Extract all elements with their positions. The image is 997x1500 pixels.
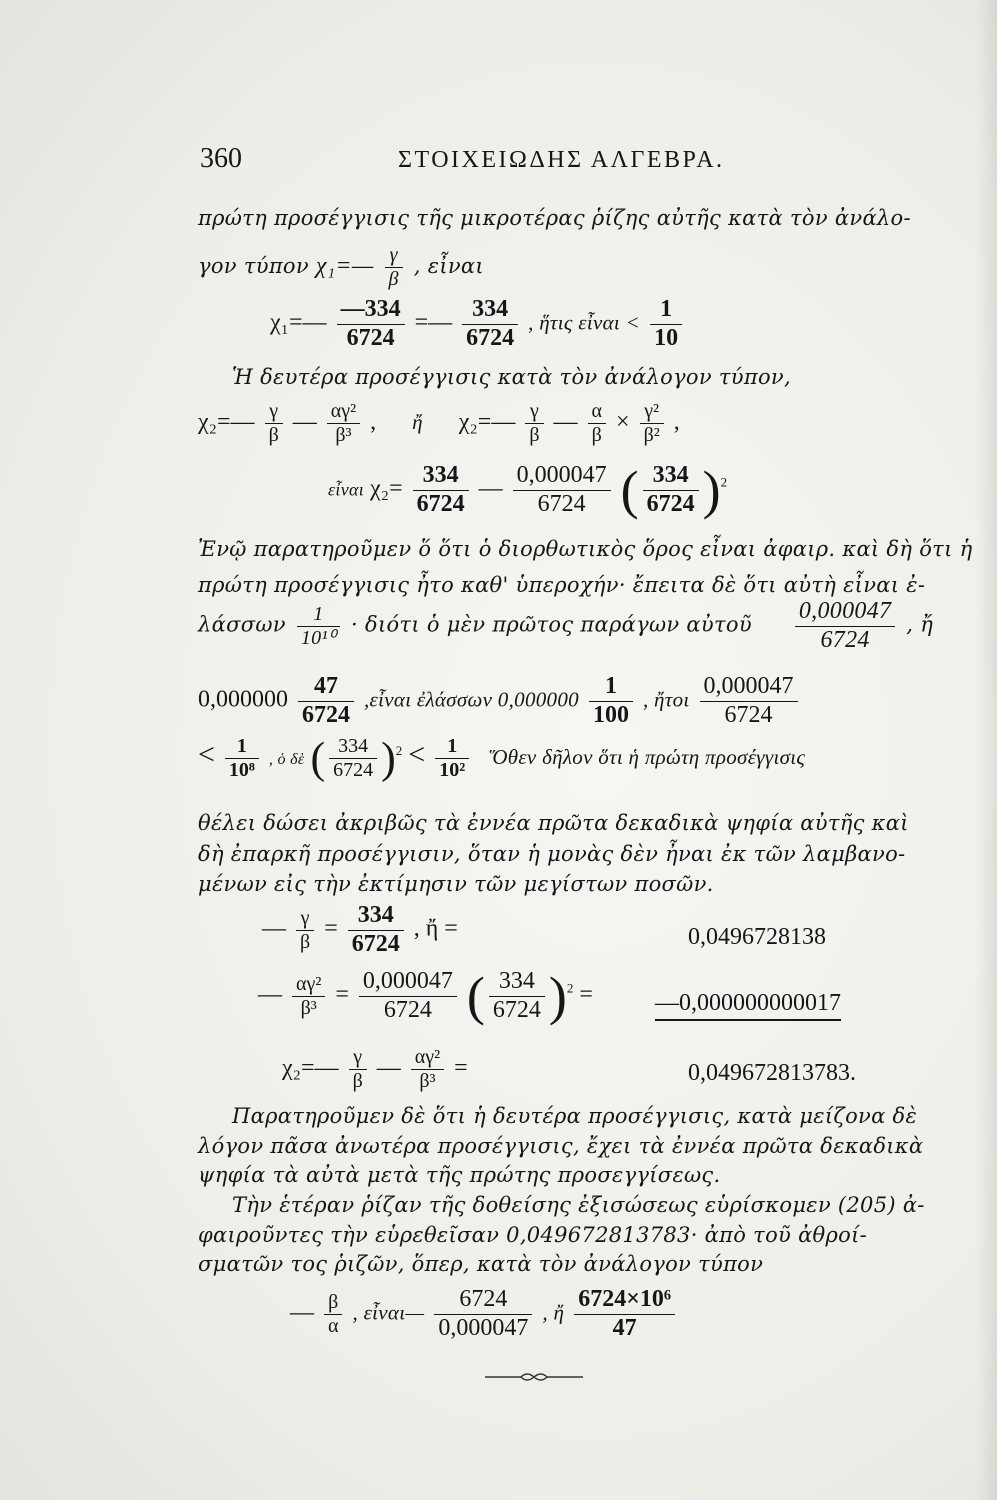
fraction: $\frac{0,000047}{6724}$ xyxy=(359,968,457,1024)
final-equation: — $\frac{\beta}{\alpha}$ , εἶναι— $\frac{6724}{0,000047}$ , ἤ $\frac{\text{6724×10⁶}}{47}$ xyxy=(290,1286,679,1342)
text-line: 0,000000 $\frac{47}{6724}$ ,εἶναι ἐλάσσων 0,000000 $\frac{1}{100}$ , ἤτοι $\frac{0,000047}{6724}$ xyxy=(198,673,802,729)
text-line: Ἡ δευτέρα προσέγγισις κατὰ τὸν ἀνάλογον τύπον, xyxy=(232,365,791,389)
fraction: $\frac{47}{6724}$ xyxy=(298,673,354,729)
equation-1: χ₁=— $\frac{—334}{6724}$ =— $\frac{334}{6724}$ , ἥτις εἶναι < $\frac{1}{10}$ xyxy=(270,296,686,352)
fraction: $\frac{\gamma}{\beta}$ xyxy=(265,400,283,447)
page-number: 360 xyxy=(200,143,242,174)
text-line: πρώτη προσέγγισις τῆς μικροτέρας ῥίζης αὐτῆς κατὰ τὸν ἀνάλο- xyxy=(198,206,911,230)
text-line: σματῶν τος ῥιζῶν, ὅπερ, κατὰ τὸν ἀνάλογον τύπον xyxy=(198,1252,764,1276)
fraction: $\frac{334}{6724}$ xyxy=(413,462,469,518)
ornamental-rule-icon xyxy=(485,1371,583,1383)
text-line: θέλει δώσει ἀκριβῶς τὰ ἐννέα πρῶτα δεκαδικὰ ψηφία αὐτῆς καὶ xyxy=(198,811,909,835)
text-line: μένων εἰς τὴν ἐκτίμησιν τῶν μεγίστων ποσῶν. xyxy=(198,872,714,896)
fraction: $\frac{334}{6724}$ xyxy=(348,902,404,958)
fraction: $\frac{1}{\text{10²}}$ xyxy=(435,735,469,782)
fraction: $\frac{—334}{6724}$ xyxy=(337,296,405,352)
fraction: $\frac{334}{6724}$ xyxy=(489,968,545,1024)
text-line: πρώτη προσέγγισις ἦτο καθ' ὑπεροχήν· ἔπειτα δὲ ὅτι αὐτὴ εἶναι ἐ- xyxy=(198,573,926,597)
fraction: $\frac{334}{6724}$ xyxy=(643,462,699,518)
text-line xyxy=(198,244,484,291)
fraction: $\frac{\alpha}{\beta}$ xyxy=(588,400,606,447)
fraction: $\frac{\text{αγ²}}{\text{β³}}$ xyxy=(327,400,360,447)
fraction: $\frac{\beta}{\alpha}$ xyxy=(324,1291,342,1338)
fraction: $\frac{\text{αγ²}}{\text{β³}}$ xyxy=(292,973,325,1020)
fraction: $\frac{\gamma}{\beta}$ xyxy=(385,244,403,291)
fraction: $\frac{0,000047}{6724}$ xyxy=(795,598,895,654)
text-line: φαιροῦντες τὴν εὑρεθεῖσαν 0,049672813783· ἀπὸ τοῦ ἀθροί- xyxy=(198,1223,868,1247)
running-title: ΣΤΟΙΧΕΙΩΔΗΣ ΑΛΓΕΒΡΑ. xyxy=(398,147,725,173)
page-edge-shadow xyxy=(975,0,997,1500)
summary-val-2: —0,000000000017 xyxy=(655,990,841,1021)
fraction: $\frac{\gamma}{\beta}$ xyxy=(296,907,314,954)
text-line: Παρατηροῦμεν δὲ ὅτι ἡ δευτέρα προσέγγισις, κατὰ μείζονα δὲ xyxy=(232,1104,918,1128)
text-line: δὴ ἐπαρκῆ προσέγγισιν, ὅταν ἡ μονὰς δὲν ἦναι ἐκ τῶν λαμβανο- xyxy=(198,842,906,866)
fraction: $\frac{\gamma}{\beta}$ xyxy=(525,400,543,447)
text-line: λόγον πᾶσα ἀνωτέρα προσέγγισις, ἔχει τὰ ἐννέα πρῶτα δεκαδικὰ xyxy=(198,1134,924,1158)
fraction: $\frac{334}{6724}$ xyxy=(462,296,518,352)
equation-2: χ₂=— $\frac{\gamma}{\beta}$ — $\frac{\text{αγ²}}{\text{β³}}$ , ἤ χ₂=— $\frac{\gamma}{\beta}$ — $\frac{\alpha}{\beta}$ × $\frac{\text{γ²}}{\text{β²}}$ , xyxy=(198,400,680,446)
summary-eq-1: — $\frac{\gamma}{\beta}$ = $\frac{334}{6724}$ , ἤ = xyxy=(262,902,458,957)
equation-3: εἶναι χ₂= $\frac{334}{6724}$ — $\frac{0,000047}{6724}$ ( $\frac{334}{6724}$ )$^2$ xyxy=(328,460,728,521)
fraction: $\frac{334}{6724}$ xyxy=(329,735,377,782)
fraction: $\frac{\text{γ²}}{\text{β²}}$ xyxy=(640,400,664,447)
summary-val-3: 0,049672813783. xyxy=(688,1060,856,1086)
summary-eq-3: χ₂=— $\frac{\gamma}{\beta}$ — $\frac{\text{αγ²}}{\text{β³}}$ = xyxy=(282,1046,468,1092)
fraction: $\frac{\text{αγ²}}{\text{β³}}$ xyxy=(411,1046,444,1093)
fraction: $\frac{0,000047}{6724}$ xyxy=(513,462,611,518)
text-span: γον τύπον xyxy=(198,254,309,278)
fraction: $\frac{\text{6724×10⁶}}{47}$ xyxy=(574,1286,675,1342)
text-span: , εἶναι xyxy=(413,254,484,278)
fraction: $\frac{1}{10}$ xyxy=(650,296,682,352)
text-line: < $\frac{1}{\text{10⁸}}$ , ὁ δὲ ( $\frac{334}{6724}$ )$^2$ < $\frac{1}{\text{10²}}$ Ὅθεν δῆλον ὅτι ἡ πρώτη προσέγγισις xyxy=(198,733,806,783)
fraction: $\frac{6724}{0,000047}$ xyxy=(434,1286,532,1342)
fraction: $\frac{1}{\text{10¹⁰}}$ xyxy=(297,603,340,650)
formula-span: χ₁=— xyxy=(315,253,374,279)
fraction: $\frac{\gamma}{\beta}$ xyxy=(349,1046,367,1093)
text-line: λάσσων $\frac{1}{\text{10¹⁰}}$ · διότι ὁ μὲν πρῶτος παράγων αὐτοῦ $\frac{0,000047}{6724}$ , ἤ xyxy=(198,598,934,653)
summary-val-1: 0,0496728138 xyxy=(688,924,826,950)
fraction: $\frac{1}{100}$ xyxy=(589,673,633,729)
text-line: Τὴν ἑτέραν ῥίζαν τῆς δοθείσης ἐξισώσεως εὑρίσκομεν (205) ἀ- xyxy=(232,1193,925,1217)
summary-eq-2: — $\frac{\text{αγ²}}{\text{β³}}$ = $\frac{0,000047}{6724}$ ( $\frac{334}{6724}$ )$^2$ = xyxy=(258,966,593,1027)
fraction: $\frac{1}{\text{10⁸}}$ xyxy=(225,735,259,782)
text-line: ψηφία τὰ αὐτὰ μετὰ τῆς πρώτης προσεγγίσεως. xyxy=(198,1163,721,1187)
text-line: Ἐνῷ παρατηροῦμεν ὅ ὅτι ὁ διορθωτικὸς ὅρος εἶναι ἀφαιρ. καὶ δὴ ὅτι ἡ xyxy=(198,537,973,561)
fraction: $\frac{0,000047}{6724}$ xyxy=(700,673,798,729)
